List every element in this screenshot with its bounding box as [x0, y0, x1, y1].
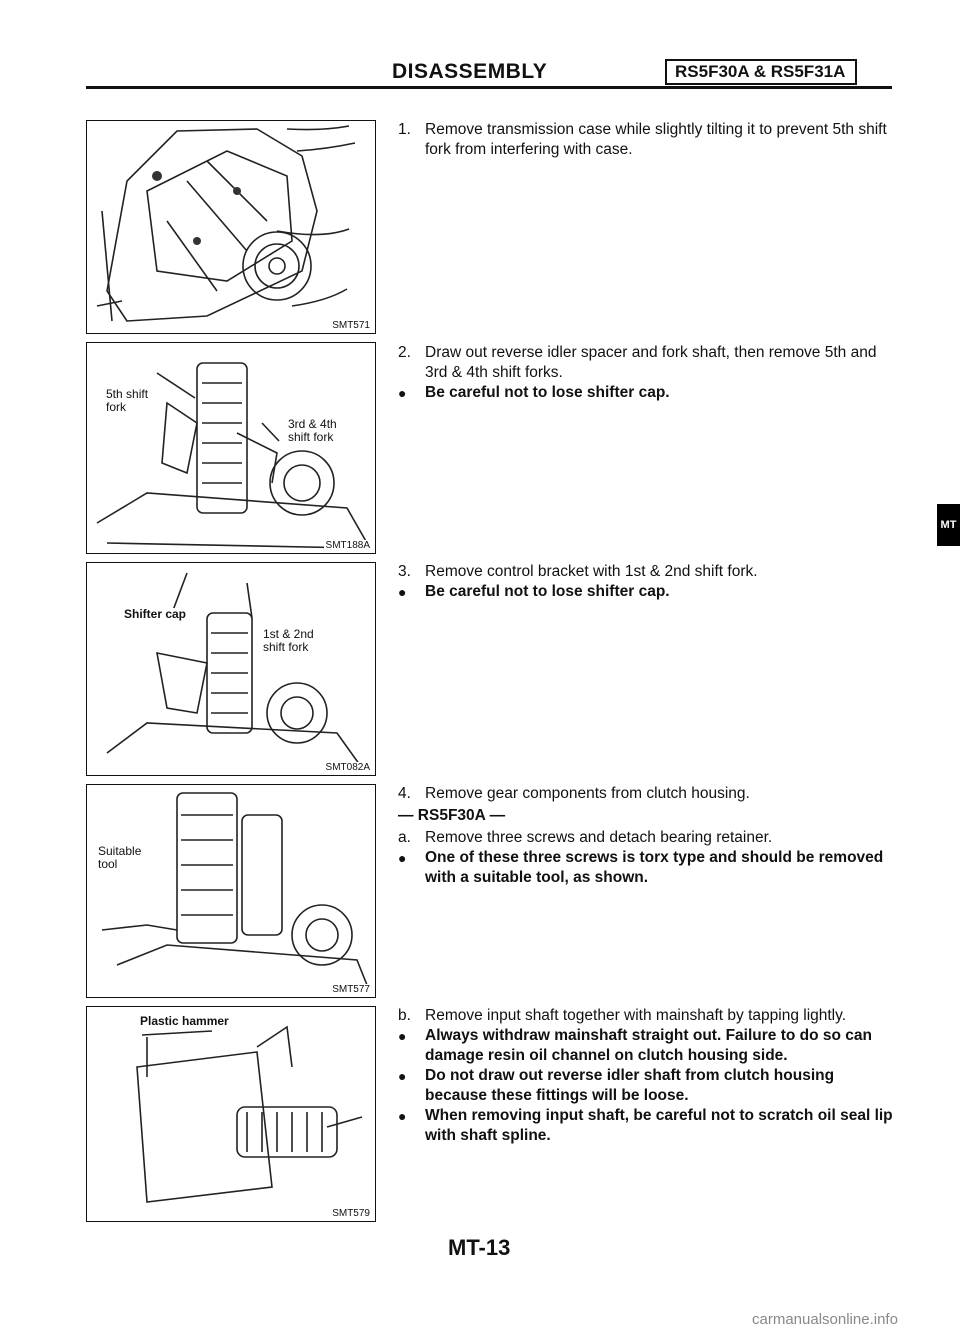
- illustration-transmission-case: [87, 121, 375, 333]
- caution-text: Do not draw out reverse idler shaft from clutch housing because these fittings will be loose.: [425, 1067, 835, 1104]
- step-number: 4.: [398, 785, 411, 802]
- step-4: [398, 784, 898, 888]
- caution-text: Always withdraw mainshaft straight out. Failure to do so can damage resin oil channel on clutch housing side.: [425, 1027, 872, 1064]
- figure-shift-forks: [86, 342, 376, 554]
- substep-letter: a.: [398, 829, 411, 846]
- bullet-icon: ●: [398, 850, 407, 866]
- step-1: [398, 120, 898, 160]
- figure-input-shaft: [86, 1006, 376, 1222]
- label-1st-2nd-shift-fork: 1st & 2nd shift fork: [262, 628, 316, 654]
- label-plastic-hammer: Plastic hammer: [140, 1014, 229, 1028]
- bullet-icon: ●: [398, 584, 407, 600]
- step-text: Remove transmission case while slightly tilting it to prevent 5th shift fork from interfering with case.: [425, 121, 887, 158]
- step-2: [398, 343, 898, 403]
- figure-code: SMT082A: [325, 762, 370, 773]
- illustration-input-shaft: [87, 1007, 375, 1221]
- step-text: Remove control bracket with 1st & 2nd shift fork.: [425, 563, 758, 580]
- illustration-shift-forks: [87, 343, 375, 553]
- header-divider: [86, 86, 892, 89]
- figure-transmission-case: [86, 120, 376, 334]
- step-text: Draw out reverse idler spacer and fork shaft, then remove 5th and 3rd & 4th shift forks.: [425, 344, 877, 381]
- figure-bearing-retainer: [86, 784, 376, 998]
- section-tab[interactable]: MT: [937, 504, 960, 546]
- page-title: DISASSEMBLY: [392, 60, 548, 83]
- caution-text: One of these three screws is torx type and should be removed with a suitable tool, as shown.: [425, 849, 884, 886]
- bullet-icon: ●: [398, 385, 407, 401]
- step-number: 3.: [398, 563, 411, 580]
- figure-code: SMT579: [332, 1208, 370, 1219]
- step-number: 1.: [398, 121, 411, 138]
- substep-text: Remove input shaft together with mainshaft by tapping lightly.: [425, 1007, 847, 1024]
- substep-text: Remove three screws and detach bearing retainer.: [425, 829, 773, 846]
- bullet-icon: ●: [398, 1068, 407, 1084]
- step-4b: [398, 1006, 898, 1146]
- label-shifter-cap: Shifter cap: [124, 607, 187, 621]
- substep-letter: b.: [398, 1007, 411, 1024]
- illustration-bearing-retainer: [87, 785, 375, 997]
- label-3rd-4th-shift-fork: 3rd & 4th shift fork: [287, 418, 341, 444]
- caution-text: Be careful not to lose shifter cap.: [425, 384, 670, 401]
- step-number: 2.: [398, 344, 411, 361]
- model-subheading: — RS5F30A —: [398, 807, 506, 824]
- figure-code: SMT571: [332, 320, 370, 331]
- figure-code: SMT188A: [325, 540, 370, 551]
- bullet-icon: ●: [398, 1028, 407, 1044]
- caution-text: When removing input shaft, be careful not to scratch oil seal lip with shaft spline.: [425, 1107, 893, 1144]
- caution-text: Be careful not to lose shifter cap.: [425, 583, 670, 600]
- page-number: MT-13: [448, 1235, 511, 1260]
- step-text: Remove gear components from clutch housing.: [425, 785, 750, 802]
- label-suitable-tool: Suitable tool: [97, 845, 151, 871]
- figure-code: SMT577: [332, 984, 370, 995]
- bullet-icon: ●: [398, 1108, 407, 1124]
- illustration-control-bracket: [87, 563, 375, 775]
- watermark: carmanualsonline.info: [752, 1311, 898, 1328]
- model-badge: RS5F30A & RS5F31A: [665, 59, 857, 85]
- label-5th-shift-fork: 5th shift fork: [105, 388, 159, 414]
- figure-control-bracket: [86, 562, 376, 776]
- step-3: [398, 562, 898, 602]
